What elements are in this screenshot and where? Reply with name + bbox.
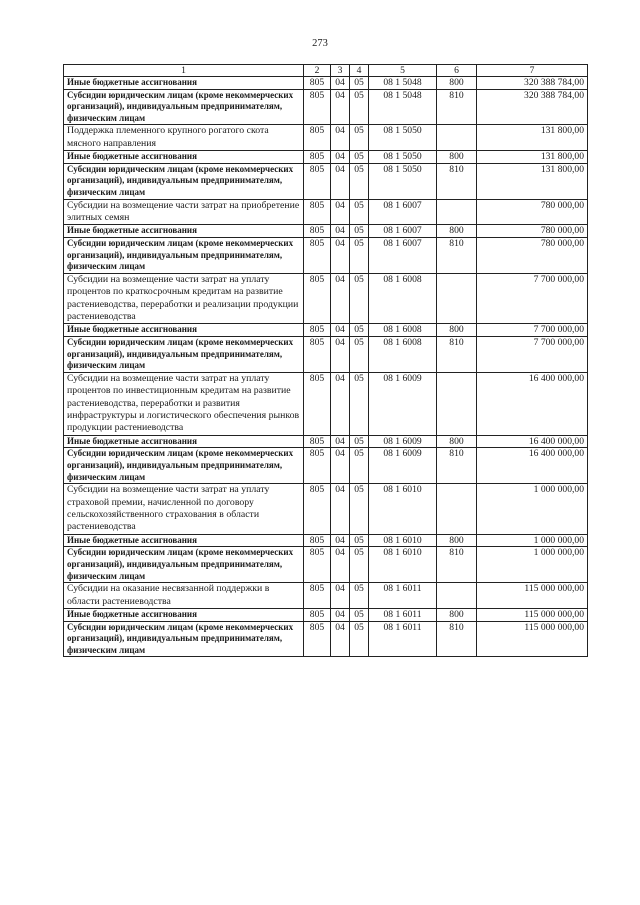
ministry-code-cell: 805 <box>304 448 331 484</box>
ministry-code-cell: 805 <box>304 324 331 337</box>
row-name-cell: Субсидии юридическим лицам (кроме некоммерческих организаций), индивидуальным предпринимателям, физическим лицам <box>64 237 304 273</box>
budget-table <box>63 64 588 657</box>
row-name-cell: Субсидии юридическим лицам (кроме некоммерческих организаций), индивидуальным предпринимателям, физическим лицам <box>64 547 304 583</box>
expense-type-cell: 800 <box>437 77 477 90</box>
column-header: 5 <box>369 65 437 77</box>
section-code-cell: 04 <box>331 151 350 164</box>
ministry-code-cell: 805 <box>304 534 331 547</box>
subsection-code-cell: 05 <box>350 237 369 273</box>
ministry-code-cell: 805 <box>304 484 331 535</box>
table-row <box>64 583 588 609</box>
amount-cell: 16 400 000,00 <box>477 372 588 435</box>
row-name-cell: Иные бюджетные ассигнования <box>64 534 304 547</box>
subsection-code-cell: 05 <box>350 151 369 164</box>
amount-cell: 320 388 784,00 <box>477 77 588 90</box>
target-article-cell: 08 1 6007 <box>369 225 437 238</box>
target-article-cell: 08 1 6007 <box>369 199 437 225</box>
expense-type-cell: 810 <box>437 547 477 583</box>
section-code-cell: 04 <box>331 583 350 609</box>
expense-type-cell: 810 <box>437 621 477 657</box>
section-code-cell: 04 <box>331 484 350 535</box>
subsection-code-cell: 05 <box>350 534 369 547</box>
target-article-cell: 08 1 6009 <box>369 435 437 448</box>
ministry-code-cell: 805 <box>304 273 331 324</box>
section-code-cell: 04 <box>331 608 350 621</box>
ministry-code-cell: 805 <box>304 336 331 372</box>
column-header: 6 <box>437 65 477 77</box>
page-number: 273 <box>312 38 328 49</box>
amount-cell: 1 000 000,00 <box>477 547 588 583</box>
subsection-code-cell: 05 <box>350 163 369 199</box>
table-row <box>64 199 588 225</box>
amount-cell: 780 000,00 <box>477 199 588 225</box>
table-row <box>64 484 588 535</box>
amount-cell: 1 000 000,00 <box>477 534 588 547</box>
row-name-cell: Субсидии на возмещение части затрат на уплату процентов по инвестиционным кредитам на развитие растениеводства, переработки и развития инфраструктуры и логистического обеспечения рынков продукции растениеводства <box>64 372 304 435</box>
amount-cell: 16 400 000,00 <box>477 448 588 484</box>
section-code-cell: 04 <box>331 372 350 435</box>
table-row <box>64 89 588 125</box>
ministry-code-cell: 805 <box>304 583 331 609</box>
table-row <box>64 448 588 484</box>
ministry-code-cell: 805 <box>304 199 331 225</box>
expense-type-cell: 800 <box>437 608 477 621</box>
subsection-code-cell: 05 <box>350 484 369 535</box>
expense-type-cell <box>437 273 477 324</box>
table-row <box>64 163 588 199</box>
amount-cell: 320 388 784,00 <box>477 89 588 125</box>
expense-type-cell: 810 <box>437 89 477 125</box>
ministry-code-cell: 805 <box>304 225 331 238</box>
amount-cell: 115 000 000,00 <box>477 621 588 657</box>
target-article-cell: 08 1 6011 <box>369 608 437 621</box>
row-name-cell: Иные бюджетные ассигнования <box>64 77 304 90</box>
subsection-code-cell: 05 <box>350 336 369 372</box>
ministry-code-cell: 805 <box>304 608 331 621</box>
expense-type-cell: 800 <box>437 534 477 547</box>
subsection-code-cell: 05 <box>350 324 369 337</box>
expense-type-cell <box>437 199 477 225</box>
target-article-cell: 08 1 6009 <box>369 448 437 484</box>
column-header: 4 <box>350 65 369 77</box>
amount-cell: 131 800,00 <box>477 125 588 151</box>
ministry-code-cell: 805 <box>304 151 331 164</box>
ministry-code-cell: 805 <box>304 621 331 657</box>
row-name-cell: Субсидии на оказание несвязанной поддержки в области растениеводства <box>64 583 304 609</box>
section-code-cell: 04 <box>331 225 350 238</box>
section-code-cell: 04 <box>331 199 350 225</box>
target-article-cell: 08 1 5048 <box>369 77 437 90</box>
target-article-cell: 08 1 5050 <box>369 125 437 151</box>
section-code-cell: 04 <box>331 324 350 337</box>
column-header: 7 <box>477 65 588 77</box>
table-row <box>64 237 588 273</box>
row-name-cell: Иные бюджетные ассигнования <box>64 225 304 238</box>
section-code-cell: 04 <box>331 77 350 90</box>
table-row <box>64 372 588 435</box>
subsection-code-cell: 05 <box>350 225 369 238</box>
row-name-cell: Субсидии юридическим лицам (кроме некоммерческих организаций), индивидуальным предпринимателям, физическим лицам <box>64 336 304 372</box>
column-header: 1 <box>64 65 304 77</box>
table-header-row <box>64 65 588 77</box>
table-row <box>64 77 588 90</box>
amount-cell: 780 000,00 <box>477 237 588 273</box>
target-article-cell: 08 1 6008 <box>369 324 437 337</box>
target-article-cell: 08 1 6011 <box>369 621 437 657</box>
expense-type-cell: 810 <box>437 448 477 484</box>
expense-type-cell: 810 <box>437 237 477 273</box>
row-name-cell: Иные бюджетные ассигнования <box>64 151 304 164</box>
subsection-code-cell: 05 <box>350 125 369 151</box>
table-row <box>64 534 588 547</box>
row-name-cell: Субсидии на возмещение части затрат на приобретение элитных семян <box>64 199 304 225</box>
ministry-code-cell: 805 <box>304 89 331 125</box>
section-code-cell: 04 <box>331 273 350 324</box>
section-code-cell: 04 <box>331 435 350 448</box>
table-row <box>64 225 588 238</box>
table-row <box>64 547 588 583</box>
subsection-code-cell: 05 <box>350 273 369 324</box>
table-row <box>64 621 588 657</box>
row-name-cell: Субсидии юридическим лицам (кроме некоммерческих организаций), индивидуальным предпринимателям, физическим лицам <box>64 89 304 125</box>
target-article-cell: 08 1 5050 <box>369 151 437 164</box>
table-row <box>64 435 588 448</box>
expense-type-cell: 810 <box>437 163 477 199</box>
table-row <box>64 608 588 621</box>
amount-cell: 131 800,00 <box>477 163 588 199</box>
target-article-cell: 08 1 6008 <box>369 336 437 372</box>
amount-cell: 1 000 000,00 <box>477 484 588 535</box>
table-row <box>64 125 588 151</box>
section-code-cell: 04 <box>331 89 350 125</box>
amount-cell: 131 800,00 <box>477 151 588 164</box>
section-code-cell: 04 <box>331 237 350 273</box>
subsection-code-cell: 05 <box>350 435 369 448</box>
target-article-cell: 08 1 6010 <box>369 484 437 535</box>
target-article-cell: 08 1 6011 <box>369 583 437 609</box>
row-name-cell: Субсидии юридическим лицам (кроме некоммерческих организаций), индивидуальным предпринимателям, физическим лицам <box>64 621 304 657</box>
section-code-cell: 04 <box>331 534 350 547</box>
expense-type-cell <box>437 372 477 435</box>
subsection-code-cell: 05 <box>350 448 369 484</box>
ministry-code-cell: 805 <box>304 77 331 90</box>
amount-cell: 7 700 000,00 <box>477 273 588 324</box>
column-header: 3 <box>331 65 350 77</box>
section-code-cell: 04 <box>331 621 350 657</box>
section-code-cell: 04 <box>331 448 350 484</box>
target-article-cell: 08 1 5048 <box>369 89 437 125</box>
row-name-cell: Субсидии на возмещение части затрат на уплату процентов по краткосрочным кредитам на развитие растениеводства, переработки и реализации продукции растениеводства <box>64 273 304 324</box>
section-code-cell: 04 <box>331 125 350 151</box>
amount-cell: 115 000 000,00 <box>477 608 588 621</box>
column-header: 2 <box>304 65 331 77</box>
table-row <box>64 273 588 324</box>
row-name-cell: Поддержка племенного крупного рогатого скота мясного направления <box>64 125 304 151</box>
target-article-cell: 08 1 6010 <box>369 547 437 583</box>
expense-type-cell: 800 <box>437 225 477 238</box>
section-code-cell: 04 <box>331 163 350 199</box>
target-article-cell: 08 1 6009 <box>369 372 437 435</box>
row-name-cell: Субсидии юридическим лицам (кроме некоммерческих организаций), индивидуальным предпринимателям, физическим лицам <box>64 448 304 484</box>
expense-type-cell <box>437 125 477 151</box>
row-name-cell: Иные бюджетные ассигнования <box>64 324 304 337</box>
ministry-code-cell: 805 <box>304 163 331 199</box>
amount-cell: 780 000,00 <box>477 225 588 238</box>
subsection-code-cell: 05 <box>350 608 369 621</box>
expense-type-cell: 810 <box>437 336 477 372</box>
subsection-code-cell: 05 <box>350 583 369 609</box>
row-name-cell: Субсидии юридическим лицам (кроме некоммерческих организаций), индивидуальным предпринимателям, физическим лицам <box>64 163 304 199</box>
subsection-code-cell: 05 <box>350 372 369 435</box>
expense-type-cell: 800 <box>437 324 477 337</box>
expense-type-cell: 800 <box>437 435 477 448</box>
table-body <box>64 77 588 657</box>
target-article-cell: 08 1 6010 <box>369 534 437 547</box>
expense-type-cell <box>437 583 477 609</box>
expense-type-cell <box>437 484 477 535</box>
amount-cell: 7 700 000,00 <box>477 336 588 372</box>
section-code-cell: 04 <box>331 336 350 372</box>
ministry-code-cell: 805 <box>304 547 331 583</box>
amount-cell: 7 700 000,00 <box>477 324 588 337</box>
ministry-code-cell: 805 <box>304 237 331 273</box>
table-row <box>64 336 588 372</box>
ministry-code-cell: 805 <box>304 435 331 448</box>
target-article-cell: 08 1 6008 <box>369 273 437 324</box>
section-code-cell: 04 <box>331 547 350 583</box>
ministry-code-cell: 805 <box>304 372 331 435</box>
ministry-code-cell: 805 <box>304 125 331 151</box>
target-article-cell: 08 1 6007 <box>369 237 437 273</box>
amount-cell: 115 000 000,00 <box>477 583 588 609</box>
row-name-cell: Субсидии на возмещение части затрат на уплату страховой премии, начисленной по договору сельскохозяйственного страхования в области растениеводства <box>64 484 304 535</box>
subsection-code-cell: 05 <box>350 89 369 125</box>
expense-type-cell: 800 <box>437 151 477 164</box>
subsection-code-cell: 05 <box>350 199 369 225</box>
table-row <box>64 324 588 337</box>
subsection-code-cell: 05 <box>350 547 369 583</box>
subsection-code-cell: 05 <box>350 77 369 90</box>
subsection-code-cell: 05 <box>350 621 369 657</box>
target-article-cell: 08 1 5050 <box>369 163 437 199</box>
row-name-cell: Иные бюджетные ассигнования <box>64 435 304 448</box>
row-name-cell: Иные бюджетные ассигнования <box>64 608 304 621</box>
amount-cell: 16 400 000,00 <box>477 435 588 448</box>
table-row <box>64 151 588 164</box>
